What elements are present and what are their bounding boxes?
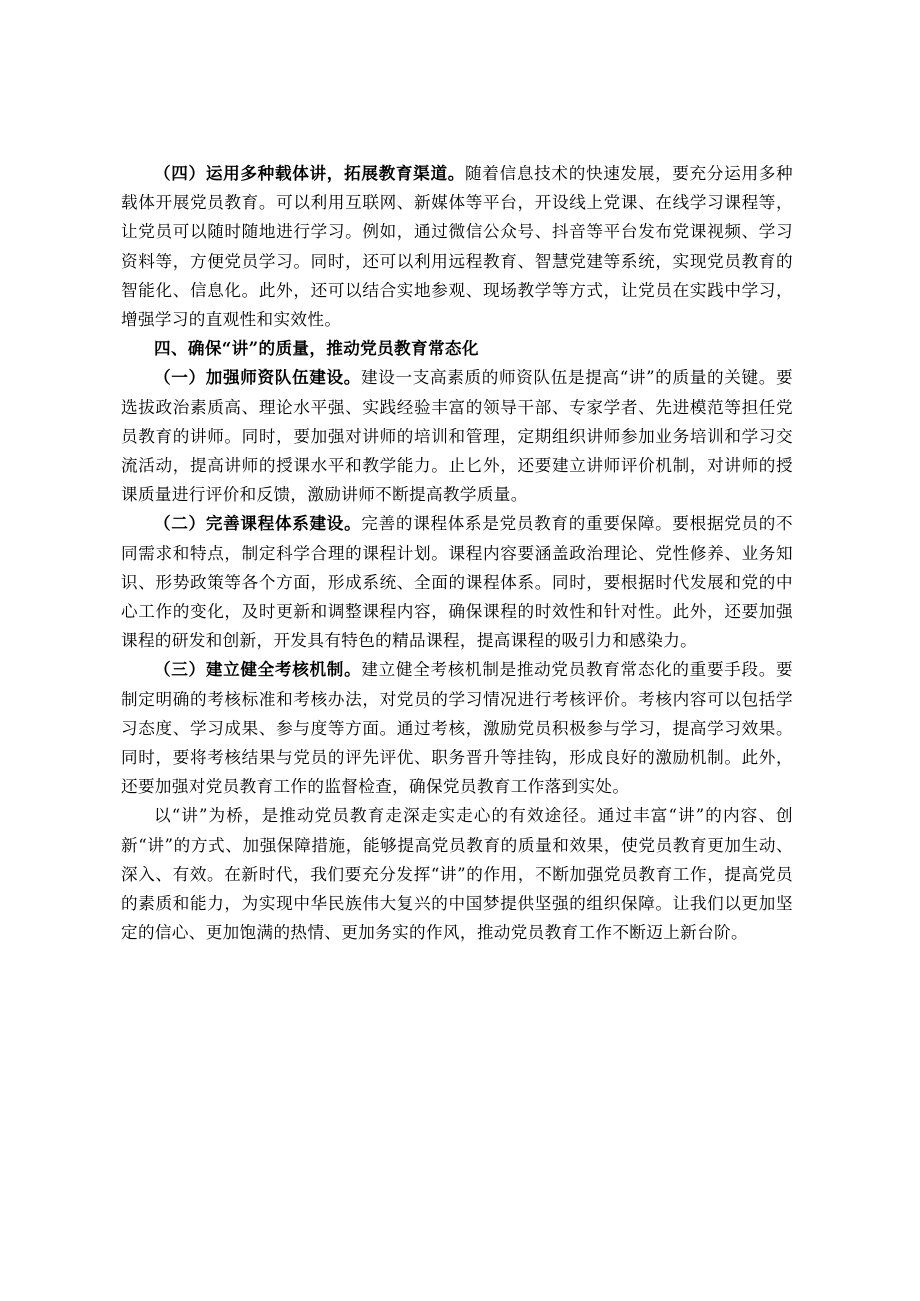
paragraph-assessment: [121, 655, 793, 801]
paragraph-four-carriers: [121, 159, 793, 334]
paragraph-lead: （二）完善课程体系建设。: [154, 513, 362, 534]
paragraph-course-system: [121, 509, 793, 655]
paragraph-text: 建立健全考核机制是推动党员教育常态化的重要手段。要制定明确的考核标准和考核办法，对党员的学习情况进行考核评价。考核内容可以包括学习态度、学习成果、参与度等方面。通过考核，激励党员积极参与学习，提高学习效果。同时，要将考核结果与党员的评先评优、职务晋升等挂钩，形成良好的激励机制。此外，还要加强对党员教育工作的监督检查，确保党员教育工作落到实处。: [121, 660, 794, 797]
paragraph-lead: （一）加强师资队伍建设。: [154, 367, 362, 388]
paragraph-text: 完善的课程体系是党员教育的重要保障。要根据党员的不同需求和特点，制定科学合理的课程计划。课程内容要涵盖政治理论、党性修养、业务知识、形势政策等各个方面，形成系统、全面的课程体系。同时，要根据时代发展和党的中心工作的变化，及时更新和调整课程内容，确保课程的时效性和针对性。此外，还要加强课程的研发和创新，开发具有特色的精品课程，提高课程的吸引力和感染力。: [121, 514, 794, 651]
section-heading-four: 四、确保“讲”的质量，推动党员教育常态化: [154, 338, 479, 359]
paragraph-text: 建设一支高素质的师资队伍是提高“讲”的质量的关键。要选拔政治素质高、理论水平强、实践经验丰富的领导干部、专家学者、先进模范等担任党员教育的讲师。同时，要加强对讲师的培训和管理，定期组织讲师参加业务培训和学习交流活动，提高讲师的授课水平和教学能力。止匕外，还要建立讲师评价机制，对讲师的授课质量进行评价和反馈，激励讲师不断提高教学质量。: [121, 368, 793, 505]
paragraph-text: 随着信息技术的快速发展，要充分运用多种载体开展党员教育。可以利用互联网、新媒体等平台，开设线上党课、在线学习课程等，让党员可以随时随地进行学习。例如，通过微信公众号、抖音等平台发布党课视频、学习资料等，方便党员学习。同时，还可以利用远程教育、智慧党建等系统，实现党员教育的智能化、信息化。此外，还可以结合实地参观、现场教学等方式，让党员在实践中学习，增强学习的直观性和实效性。: [121, 164, 793, 330]
paragraph-lead: （三）建立健全考核机制。: [154, 659, 362, 680]
paragraph-text: 以“讲”为桥，是推动党员教育走深走实走心的有效途径。通过丰富“讲”的内容、创新“讲”的方式、加强保障措施，能够提高党员教育的质量和效果，使党员教育更加生动、深入、有效。在新时代，我们要充分发挥“讲”的作用，不断加强党员教育工作，提高党员的素质和能力，为实现中华民族伟大复兴的中国梦提供坚强的组织保障。让我们以更加坚定的信心、更加饱满的热情、更加务实的作风，推动党员教育工作不断迈上新台阶。: [121, 806, 793, 943]
paragraph-lead: （四）运用多种载体讲，拓展教育渠道。: [154, 163, 466, 183]
paragraph-teacher-team: [121, 363, 793, 509]
paragraph-conclusion: [121, 801, 793, 947]
document-body: [121, 159, 793, 947]
